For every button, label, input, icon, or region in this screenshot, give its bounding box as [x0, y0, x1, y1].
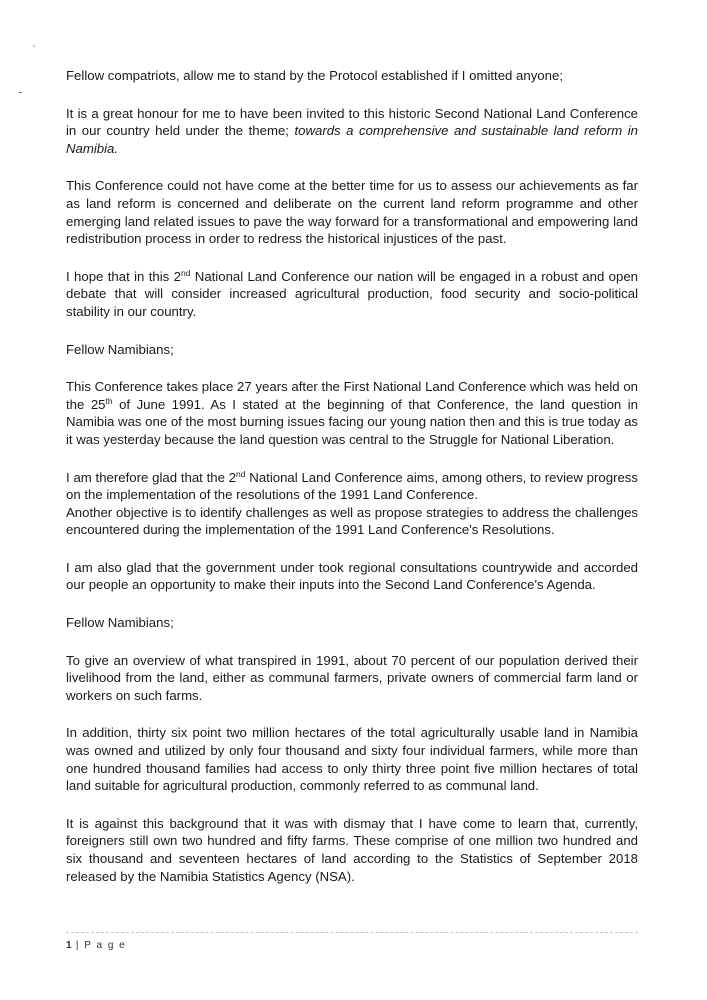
- paragraph-salutation: [66, 614, 638, 632]
- paragraph-objective: [66, 504, 638, 539]
- paragraph-text: of June 1991. As I stated at the beginning of that Conference, the land question in Namibia was one of the most burning issues facing our young nation then and this is true today as it was yesterday because the land question was central to the Struggle for National Liberation.: [66, 396, 638, 447]
- ordinal-suffix: nd: [236, 468, 246, 479]
- paragraph-text: Fellow Namibians;: [66, 615, 174, 631]
- paragraph-overview: [66, 652, 638, 705]
- paragraph-text: Fellow Namibians;: [66, 341, 174, 357]
- paragraph-history: [66, 378, 638, 448]
- paragraph-text: To give an overview of what transpired in 1991, about 70 percent of our population derived their livelihood from the land, either as communal farmers, private owners of commercial farm land or workers on such farms.: [66, 652, 638, 703]
- margin-mark: ‘: [33, 44, 35, 53]
- paragraph-text: National Land Conference our nation will be engaged in a robust and open debate that will consider increased agricultural production, food security and socio-political stability in our country.: [66, 268, 638, 319]
- page-number: 1: [66, 940, 72, 951]
- paragraph-text: This Conference takes place 27 years after the First National Land Conference which was held on the 25: [66, 379, 638, 412]
- page-footer: [66, 940, 126, 951]
- document-body: [66, 67, 638, 905]
- paragraph-foreign-ownership: [66, 815, 638, 885]
- paragraph-text: I hope that in this 2: [66, 268, 181, 284]
- ordinal-suffix: th: [105, 395, 113, 406]
- footer-divider: [66, 932, 638, 933]
- ordinal-suffix: nd: [180, 267, 191, 278]
- paragraph-consultations: [66, 559, 638, 594]
- paragraph-aims: [66, 469, 638, 504]
- paragraph-text: It is against this background that it was with dismay that I have come to learn that, currently, foreigners still own two hundred and fifty farms. These comprise of one million two hundred and six thousand and seventeen hectares of land according to the Statistics of September 2018 released by the Namibia Statistics Agency (NSA).: [66, 815, 638, 884]
- paragraph-text: In addition, thirty six point two million hectares of the total agriculturally usable land in Namibia was owned and utilized by only four thousand and sixty four individual farmers, while more than one hundred thousand families had access to only thirty three point five million hectares of total land suitable for agricultural production, commonly referred to as communal land.: [66, 725, 638, 794]
- paragraph-timing: [66, 177, 638, 247]
- conference-theme: towards a comprehensive and sustainable land reform in Namibia.: [66, 123, 639, 156]
- page-separator: |: [71, 940, 85, 951]
- paragraph-honour: [66, 105, 638, 158]
- paragraph-text: It is a great honour for me to have been invited to this historic Second National Land Conference in our country held under the theme;: [66, 105, 638, 139]
- margin-tick: [19, 92, 22, 93]
- page-label: P a g e: [84, 940, 127, 951]
- paragraph-land-distribution: [66, 724, 638, 794]
- paragraph-text: I am therefore glad that the 2: [66, 469, 237, 485]
- paragraph-text: Fellow compatriots, allow me to stand by the Protocol established if I omitted anyone;: [66, 68, 563, 83]
- paragraph-text: I am also glad that the government under took regional consultations countrywide and accorded our people an opportunity to make their inputs into the Second Land Conference's Agenda.: [66, 559, 638, 593]
- paragraph-salutation: [66, 341, 638, 359]
- paragraph-greeting: [66, 67, 638, 85]
- paragraph-text: This Conference could not have come at the better time for us to assess our achievements as far as land reform is concerned and deliberate on the current land reform programme and other emerging land related issues to pave the way forward for a transformational and empowering land redistribution process in order to redress the historical injustices of the past.: [66, 178, 638, 247]
- paragraph-text: Another objective is to identify challenges as well as propose strategies to address the challenges encountered during the implementation of the 1991 Land Conference's Resolutions.: [66, 504, 638, 538]
- paragraph-text: National Land Conference aims, among others, to review progress on the implementation of the resolutions of the 1991 Land Conference.: [66, 469, 638, 503]
- paragraph-hope: [66, 268, 638, 321]
